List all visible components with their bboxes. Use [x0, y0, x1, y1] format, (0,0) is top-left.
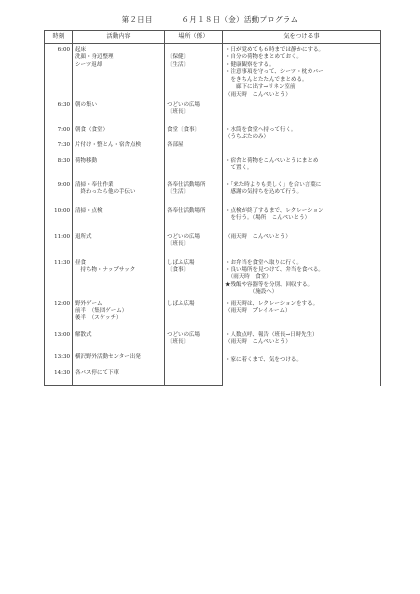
header-row — [45, 31, 381, 44]
activity-cell: 朝の集い — [73, 102, 165, 127]
activity-cell: 解散式 — [73, 332, 165, 354]
day-label: 第２日目 — [121, 15, 153, 24]
activity-cell: 荷物移動 — [73, 158, 165, 182]
activity-cell: 清掃・点検 — [73, 208, 165, 234]
table-row — [45, 127, 381, 142]
place-cell: 食堂〔食事〕 — [165, 127, 223, 142]
place-cell — [165, 354, 223, 370]
place-cell: 各奉仕活動場所 — [165, 208, 223, 234]
time-cell: 9:00 — [45, 182, 73, 208]
table-row — [45, 234, 381, 260]
place-cell: つどいの広場 〔班長〕 — [165, 332, 223, 354]
notes-cell: ・雨天時は、レクレーションをする。 （雨天時 プレイルーム） — [223, 301, 381, 332]
table-row — [45, 44, 381, 102]
activity-cell: 退所式 — [73, 234, 165, 260]
notes-cell: ・日が覚めても６時までは静かにする。 ・自分の荷物をまとめておく。 ・健康観察をする。 ・注意事項を守って、シーツ・枕カバー をきちんとたたんでまとめる。 廊下に出す→リネン室前 （雨天時 こんぺいとう） — [223, 44, 381, 102]
time-cell: 10:00 — [45, 208, 73, 234]
activity-cell: 朝食（食堂） — [73, 127, 165, 142]
header-time: 時刻 — [45, 31, 73, 44]
time-cell: 13:30 — [45, 354, 73, 370]
program-title: ６月１８日（金）活動プログラム — [181, 15, 299, 24]
time-cell: 13:00 — [45, 332, 73, 354]
place-cell: つどいの広場 〔班長〕 — [165, 102, 223, 127]
notes-cell: （雨天時 こんぺいとう） — [223, 234, 381, 260]
table-row — [45, 332, 381, 354]
notes-cell: ・人数点呼、報告（班長→日時先生） （雨天時 こんぺいとう） — [223, 332, 381, 354]
notes-cell: ・家に着くまで、気をつける。 — [223, 354, 381, 386]
place-cell — [165, 370, 223, 386]
header-place: 場所（係） — [165, 31, 223, 44]
time-cell: 14:30 — [45, 370, 73, 386]
table-row — [45, 208, 381, 234]
activity-cell: 昼食 持ち物・ナップサック — [73, 260, 165, 301]
header-activity: 活動内容 — [73, 31, 165, 44]
activity-cell: 清掃・奉仕作業 終わったら他の手伝い — [73, 182, 165, 208]
place-cell: 各部屋 — [165, 142, 223, 158]
table-row — [45, 260, 381, 301]
time-cell: 6:00 — [45, 44, 73, 102]
place-cell: つどいの広場 〔班長〕 — [165, 234, 223, 260]
table-row — [45, 102, 381, 127]
time-cell: 12:00 — [45, 301, 73, 332]
header-notes: 気をつける事 — [223, 31, 381, 44]
activity-cell: 起床 洗顔・身辺整理 シーツ返却 — [73, 44, 165, 102]
time-cell: 8:30 — [45, 158, 73, 182]
table-row — [45, 158, 381, 182]
table-row — [45, 354, 381, 370]
place-cell: 各奉仕活動場所 〔生活〕 — [165, 182, 223, 208]
notes-cell: ・宿舎と荷物をこんぺいとうにまとめ て置く。 — [223, 158, 381, 182]
page-title — [0, 14, 420, 25]
activity-cell: 片付け・整とん・宿舎点検 — [73, 142, 165, 158]
table-row — [45, 182, 381, 208]
notes-cell: ・点検が終了するまで、レクレーション を行う。（場所 こんぺいとう） — [223, 208, 381, 234]
schedule-table — [44, 30, 381, 386]
notes-cell — [223, 102, 381, 127]
place-cell: しばふ広場 — [165, 301, 223, 332]
notes-cell: ・お弁当を食堂へ取りに行く。 ・良い場所を見つけて、弁当を食べる。 （雨天時 食堂） ★残飯や容器等を分別、回収する。 （施設へ） — [223, 260, 381, 301]
place-cell: 〔保健〕 〔生活〕 — [165, 44, 223, 102]
notes-cell: ・水筒を食堂へ持って行く。 （うちぶたのみ） — [223, 127, 381, 158]
activity-cell: 野外ゲーム 前半 （集団ゲーム） 後半 （スケッチ） — [73, 301, 165, 332]
activity-cell: 横沢野外活動センター出発 — [73, 354, 165, 370]
time-cell: 6:30 — [45, 102, 73, 127]
notes-cell: ・「来た時よりも美しく」を合い言葉に 感謝の気持ちを込めて行う。 — [223, 182, 381, 208]
place-cell — [165, 158, 223, 182]
time-cell: 11:00 — [45, 234, 73, 260]
activity-cell: 各バス停にて下車 — [73, 370, 165, 386]
time-cell: 7:00 — [45, 127, 73, 142]
place-cell: しばふ広場 〔食事〕 — [165, 260, 223, 301]
time-cell: 11:30 — [45, 260, 73, 301]
time-cell: 7:30 — [45, 142, 73, 158]
table-row — [45, 301, 381, 332]
